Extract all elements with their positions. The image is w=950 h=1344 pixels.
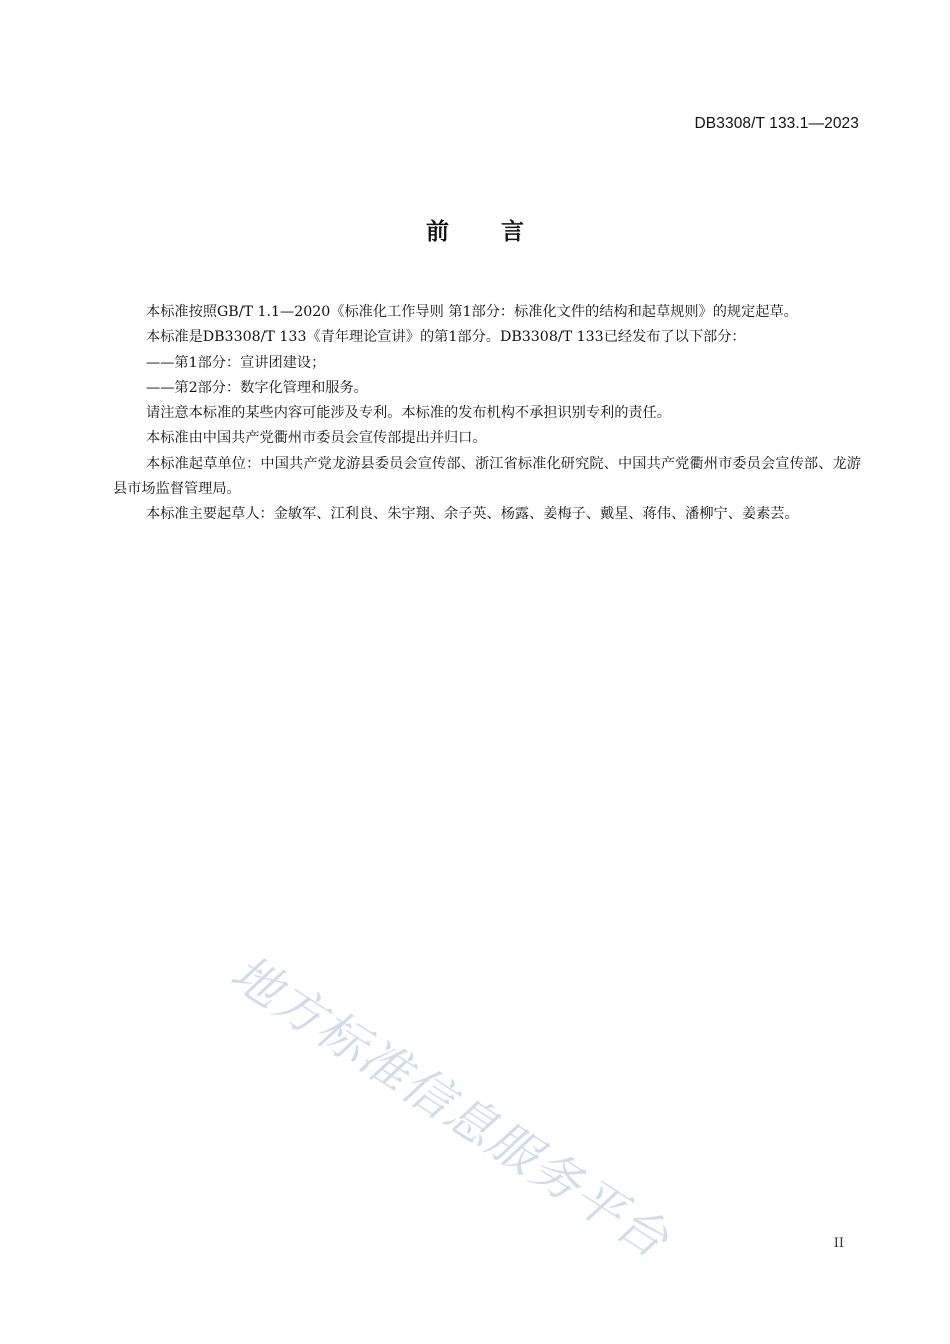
paragraph-drafting-units: 本标准起草单位：中国共产党龙游县委员会宣传部、浙江省标准化研究院、中国共产党衢州市委员会宣传部、龙游县市场监督管理局。: [113, 455, 861, 498]
paragraph-part-2: ——第2部分：数字化管理和服务。: [146, 379, 368, 396]
document-code: DB3308/T 133.1—2023: [694, 115, 859, 132]
paragraph-drafters: 本标准主要起草人：金敏军、江利良、朱宇翔、余子英、杨露、姜梅子、戴星、蒋伟、潘柳宁、姜素芸。: [146, 506, 799, 523]
page-title-char-2: 言: [501, 219, 524, 245]
page-title-char-1: 前: [426, 219, 449, 245]
page-title: [0, 213, 950, 246]
paragraph-parts-intro: 本标准是DB3308/T 133《青年理论宣讲》的第1部分。DB3308/T 133已经发布了以下部分：: [146, 329, 746, 346]
paragraph-patent-notice: 请注意本标准的某些内容可能涉及专利。本标准的发布机构不承担识别专利的责任。: [146, 405, 671, 422]
watermark: 地方标准信息服务平台: [220, 944, 680, 1270]
paragraph-drafting-rules: 本标准按照GB/T 1.1—2020《标准化工作导则 第1部分：标准化文件的结构和起草规则》的规定起草。: [146, 304, 798, 320]
page-number: II: [833, 1236, 844, 1251]
foreword-body: [113, 300, 861, 528]
paragraph-part-1: ——第1部分：宣讲团建设；: [146, 354, 326, 371]
paragraph-proposer: 本标准由中国共产党衢州市委员会宣传部提出并归口。: [146, 430, 487, 447]
